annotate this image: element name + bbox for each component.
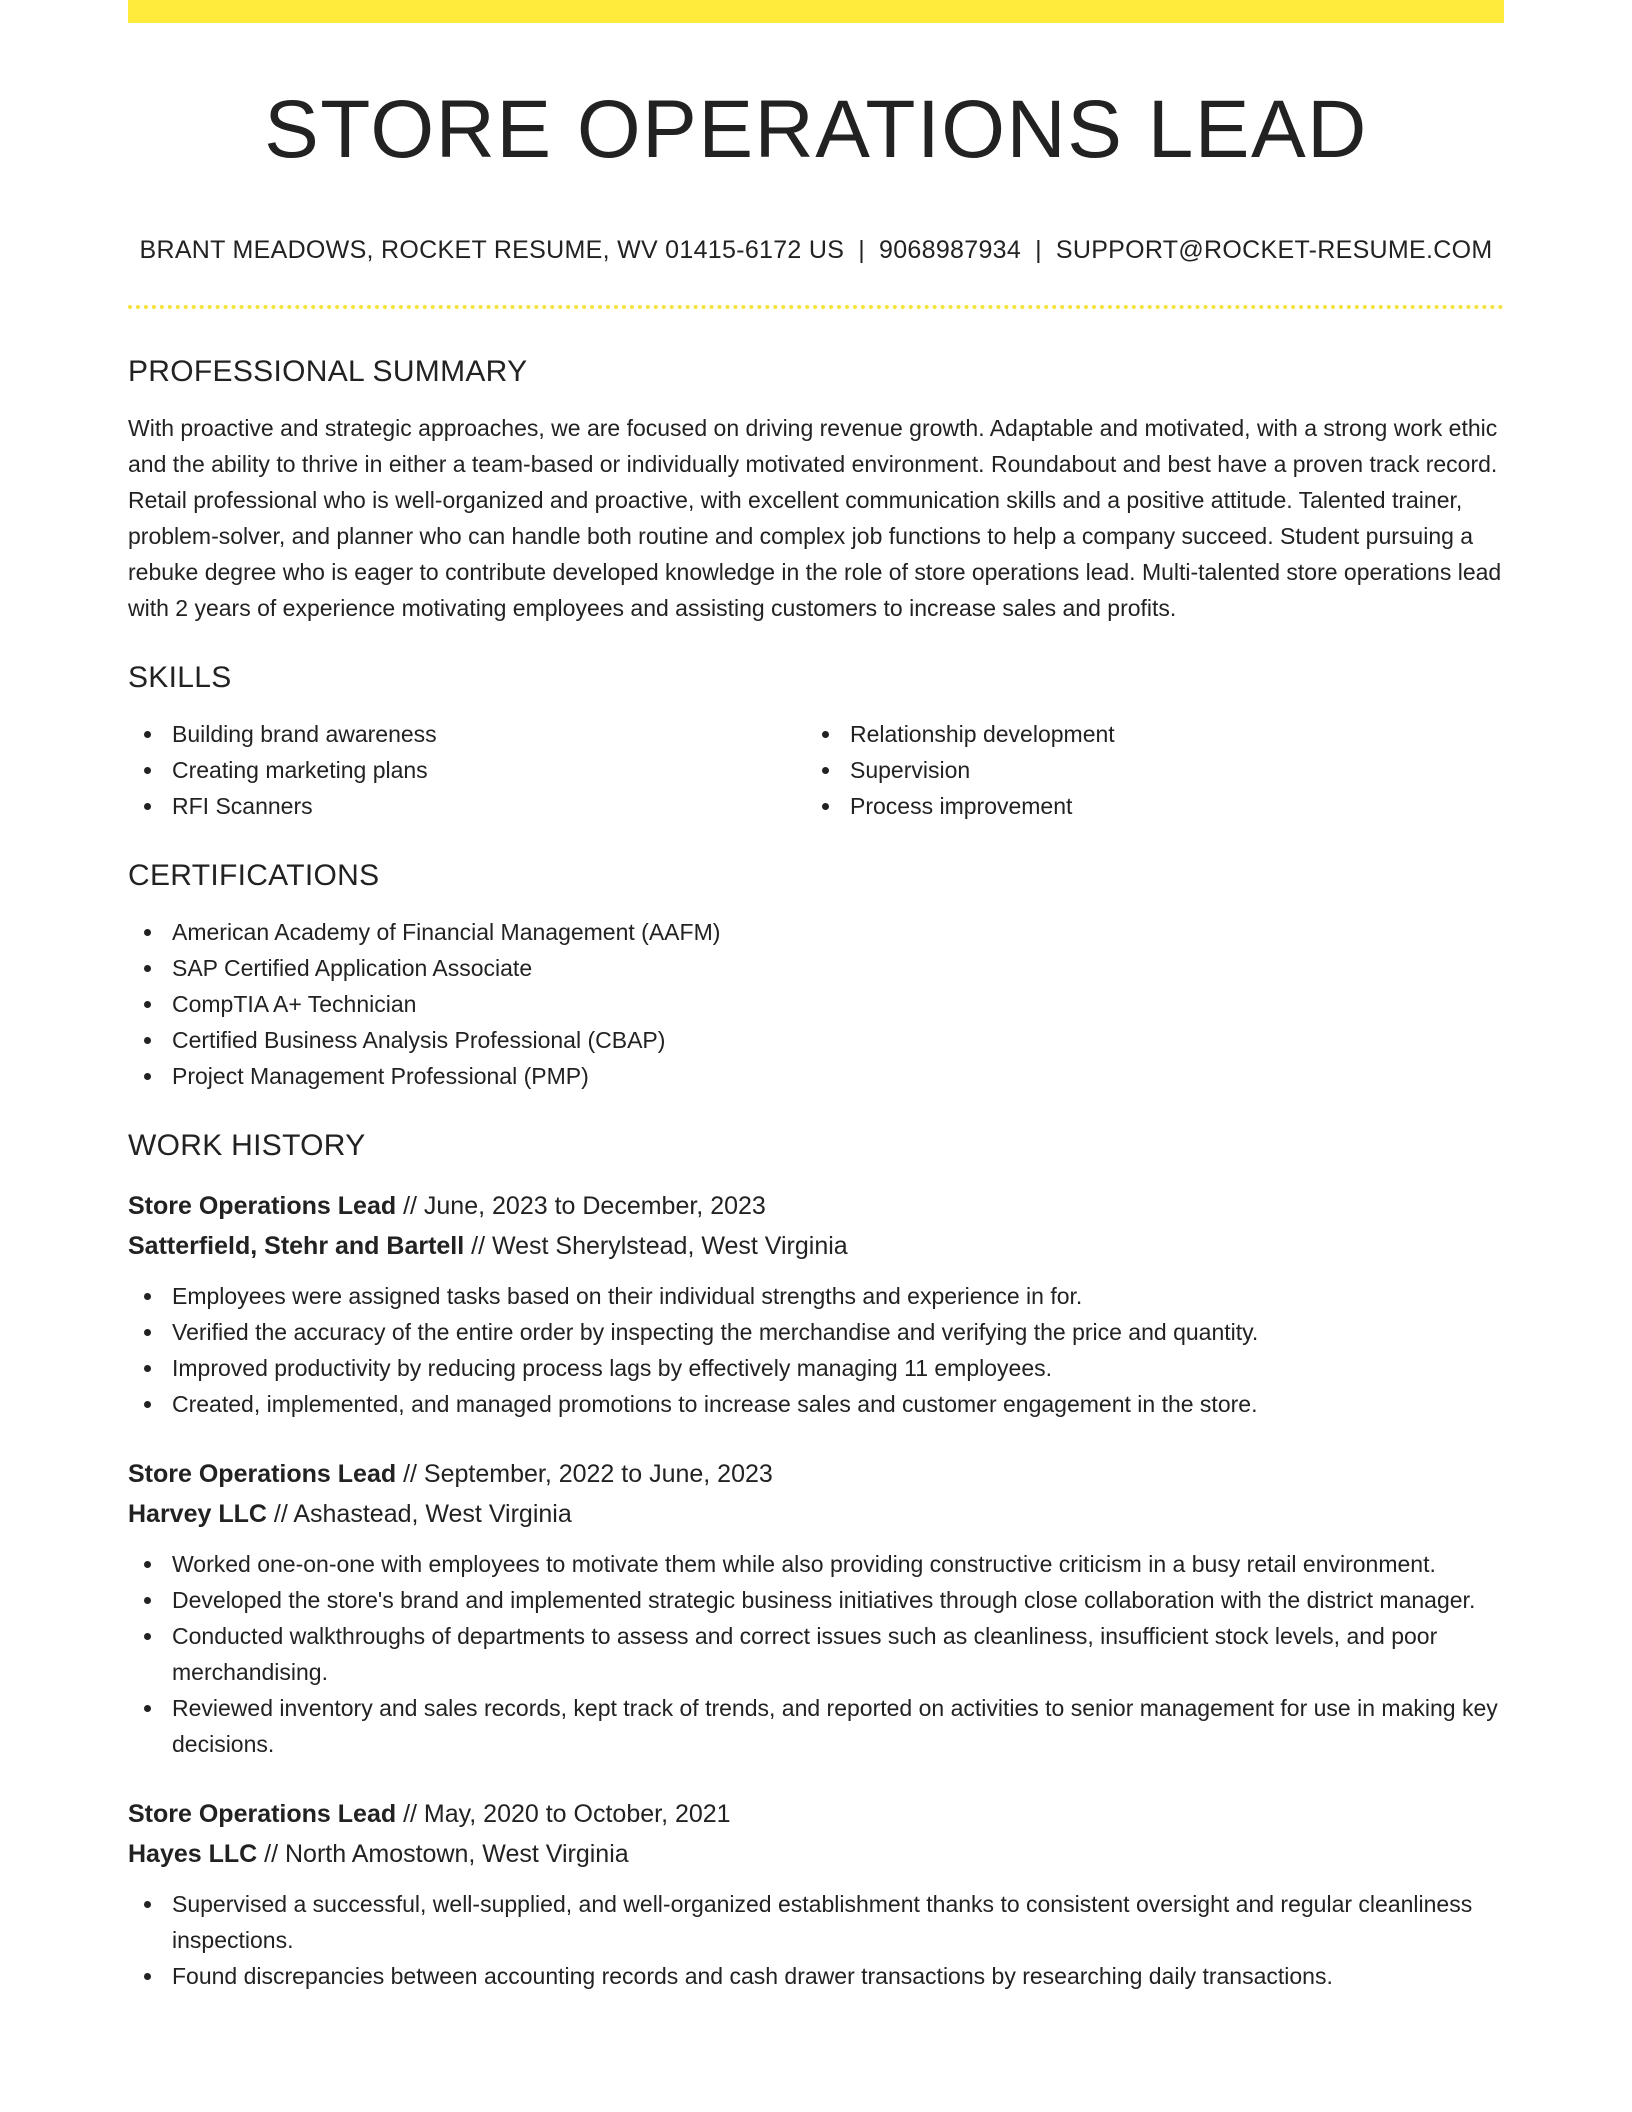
job-entry (128, 1794, 1504, 1994)
contact-separator: | (1035, 236, 1042, 264)
skills-list-right (806, 716, 1484, 824)
job-bullet: Worked one-on-one with employees to motivate them while also providing constructive criticism in a busy retail environment. (128, 1546, 1504, 1582)
summary-text: With proactive and strategic approaches, we are focused on driving revenue growth. Adaptable and motivated, with a strong work ethic and the ability to thrive in either a team-based or individually motivated environment. Roundabout and best have a proven track record. Retail professional who is well-organized and proactive, with excellent communication skills and a positive attitude. Talented trainer, problem-solver, and planner who can handle both routine and complex job functions to help a company succeed. Student pursuing a rebuke degree who is eager to contribute developed knowledge in the role of store operations lead. Multi-talented store operations lead with 2 years of experience motivating employees and assisting customers to increase sales and profits. (128, 415, 1502, 621)
job-bullets (128, 1886, 1504, 1994)
job-location: // North Amostown, West Virginia (257, 1840, 629, 1868)
contact-line (128, 235, 1504, 265)
skill-item: Building brand awareness (128, 716, 806, 752)
skill-item: Process improvement (806, 788, 1484, 824)
skills-list-left (128, 716, 806, 824)
job-title: Store Operations Lead (128, 1192, 397, 1220)
job-dates: // May, 2020 to October, 2021 (396, 1800, 731, 1828)
work-history-heading: WORK HISTORY (128, 1129, 366, 1162)
job-company-line (128, 1494, 1504, 1534)
job-title-line (128, 1186, 1504, 1226)
certifications-list (128, 914, 1504, 1094)
job-bullets (128, 1546, 1504, 1762)
resume-title: STORE OPERATIONS LEAD (264, 84, 1368, 175)
job-company: Hayes LLC (128, 1840, 258, 1868)
job-company-line (128, 1834, 1504, 1874)
certifications-heading: CERTIFICATIONS (128, 859, 380, 892)
job-company: Harvey LLC (128, 1500, 267, 1528)
header-divider (128, 305, 1504, 309)
job-title: Store Operations Lead (128, 1460, 397, 1488)
certification-item: SAP Certified Application Associate (128, 950, 1504, 986)
job-bullet: Created, implemented, and managed promotions to increase sales and customer engagement in the store. (128, 1386, 1504, 1422)
resume-page (128, 0, 1504, 1994)
job-bullet: Found discrepancies between accounting records and cash drawer transactions by researching daily transactions. (128, 1958, 1504, 1994)
job-location: // West Sherylstead, West Virginia (464, 1232, 848, 1260)
job-location: // Ashastead, West Virginia (266, 1500, 572, 1528)
certification-item: American Academy of Financial Management (AAFM) (128, 914, 1504, 950)
job-bullet: Employees were assigned tasks based on their individual strengths and experience in for. (128, 1278, 1504, 1314)
job-bullet: Conducted walkthroughs of departments to assess and correct issues such as cleanliness, insufficient stock levels, and poor merchandising. (128, 1618, 1504, 1690)
skill-item: Creating marketing plans (128, 752, 806, 788)
contact-separator: | (858, 236, 866, 264)
job-dates: // June, 2023 to December, 2023 (396, 1192, 766, 1220)
certification-item: Project Management Professional (PMP) (128, 1058, 1504, 1094)
job-bullets (128, 1278, 1504, 1422)
contact-email[interactable]: SUPPORT@ROCKET-RESUME.COM (1055, 236, 1493, 264)
job-bullet: Verified the accuracy of the entire order by inspecting the merchandise and verifying the price and quantity. (128, 1314, 1504, 1350)
job-entry (128, 1186, 1504, 1422)
job-company-line (128, 1226, 1504, 1266)
job-bullet: Supervised a successful, well-supplied, and well-organized establishment thanks to consistent oversight and regular cleanliness inspections. (128, 1886, 1504, 1958)
job-bullet: Improved productivity by reducing process lags by effectively managing 11 employees. (128, 1350, 1504, 1386)
skills-grid (128, 716, 1504, 824)
job-bullet: Reviewed inventory and sales records, kept track of trends, and reported on activities to senior management for use in making key decisions. (128, 1690, 1504, 1762)
skill-item: Relationship development (806, 716, 1484, 752)
accent-bar (128, 0, 1504, 23)
certification-item: CompTIA A+ Technician (128, 986, 1504, 1022)
job-entry (128, 1454, 1504, 1762)
skill-item: RFI Scanners (128, 788, 806, 824)
job-company: Satterfield, Stehr and Bartell (128, 1232, 465, 1260)
contact-address: BRANT MEADOWS, ROCKET RESUME, WV 01415-6172 US (139, 236, 845, 264)
job-dates: // September, 2022 to June, 2023 (396, 1460, 773, 1488)
skills-heading: SKILLS (128, 661, 232, 694)
job-title-line (128, 1794, 1504, 1834)
certification-item: Certified Business Analysis Professional (CBAP) (128, 1022, 1504, 1058)
skill-item: Supervision (806, 752, 1484, 788)
job-title-line (128, 1454, 1504, 1494)
job-title: Store Operations Lead (128, 1800, 397, 1828)
contact-phone[interactable]: 9068987934 (879, 236, 1022, 264)
summary-heading: PROFESSIONAL SUMMARY (128, 355, 528, 388)
job-bullet: Developed the store's brand and implemented strategic business initiatives through close collaboration with the district manager. (128, 1582, 1504, 1618)
